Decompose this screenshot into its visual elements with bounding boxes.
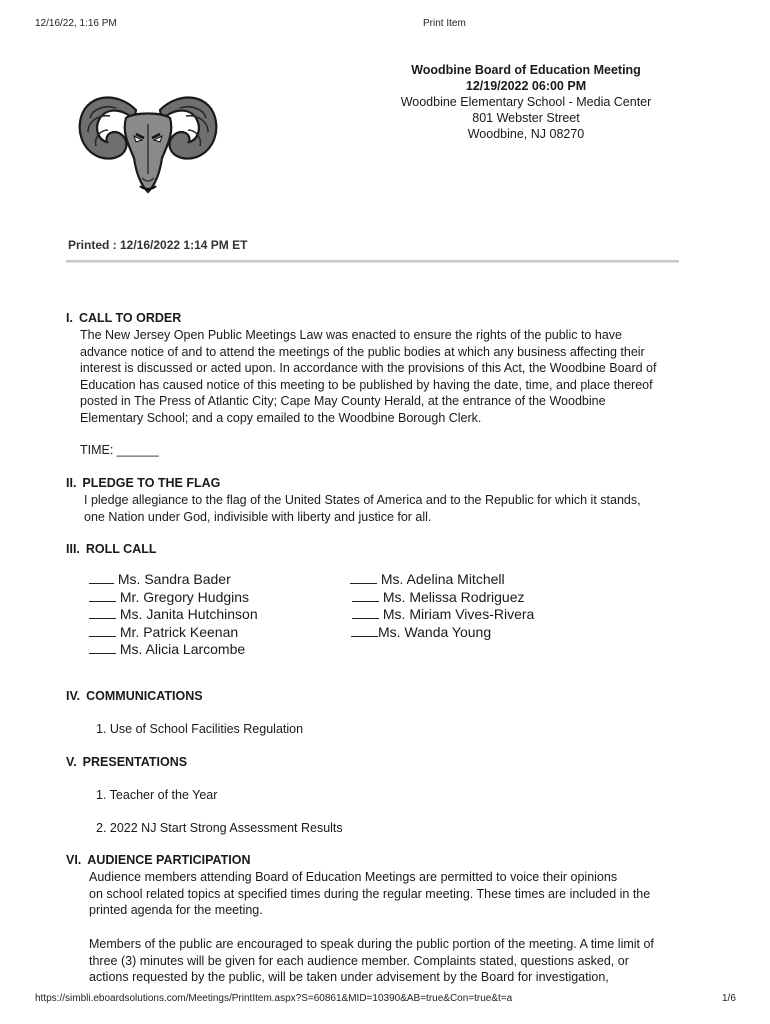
section-heading-pledge: II. PLEDGE TO THE FLAG (66, 476, 221, 490)
section-heading-communications: IV. COMMUNICATIONS (66, 689, 203, 703)
agenda-item: 2. 2022 NJ Start Strong Assessment Results (96, 821, 343, 835)
audience-paragraph-2: Members of the public are encouraged to speak during the public portion of the meeting. A time limit of three (3) minutes will be given for each audience member. Complaints stated, questions asked, or actions requested by the public, will be taken under advisement by the Board for investigation, (89, 937, 654, 984)
section-heading-audience-participation: VI. AUDIENCE PARTICIPATION (66, 853, 251, 867)
roll-call-member: Ms. Miriam Vives-Rivera (352, 606, 534, 622)
ram-head-icon (76, 88, 220, 196)
section-heading-presentations: V. PRESENTATIONS (66, 755, 188, 769)
roll-call-member: Ms. Sandra Bader (89, 571, 231, 587)
roll-call-blank (89, 642, 116, 654)
roll-call-blank (350, 572, 377, 584)
audience-paragraph-1: Audience members attending Board of Education Meetings are permitted to voice their opinions on school related topics at specified times during the regular meeting. These times are included in the printed agenda for the meeting. (89, 870, 651, 917)
printed-timestamp: Printed : 12/16/2022 1:14 PM ET (68, 238, 248, 252)
call-to-order-text: The New Jersey Open Public Meetings Law was enacted to ensure the rights of the public to have advance notice of and to attend the meetings of the public bodies at which any business affecting their interest is discussed or acted upon. In accordance with the provisions of this Act, the Woodbine Board of Education has caused notice of this meeting to be published by having the date, time, and place thereof posted in The Press of Atlantic City; Cape May County Herald, at the entrance of the Woodbine Elementary School; and a copy emailed to the Woodbine Borough Clerk. (80, 328, 657, 425)
meeting-street: 801 Webster Street (472, 111, 580, 125)
print-url: https://simbli.eboardsolutions.com/Meetings/PrintItem.aspx?S=60861&MID=10390&AB=true&Con=true&t=a (35, 993, 513, 1004)
meeting-header (376, 62, 676, 142)
roll-call-blank (352, 590, 379, 602)
roll-call-member: Mr. Gregory Hudgins (89, 589, 249, 605)
print-title: Print Item (423, 18, 466, 29)
roll-call-member: Ms. Janita Hutchinson (89, 606, 258, 622)
roll-call-blank (89, 572, 114, 584)
roll-call-blank (351, 625, 378, 637)
roll-call-member: Ms. Melissa Rodriguez (352, 589, 525, 605)
agenda-item: 1. Teacher of the Year (96, 788, 218, 802)
meeting-city: Woodbine, NJ 08270 (467, 127, 585, 141)
print-datetime: 12/16/22, 1:16 PM (35, 18, 117, 29)
section-heading-roll-call: III. ROLL CALL (66, 542, 157, 556)
roll-call-member: Mr. Patrick Keenan (89, 624, 238, 640)
time-field: TIME: ______ (80, 443, 159, 457)
roll-call-member: Ms. Wanda Young (351, 624, 491, 640)
roll-call-blank (89, 590, 116, 602)
header-divider (66, 260, 679, 263)
pledge-text: I pledge allegiance to the flag of the United States of America and to the Republic for which it stands, one Nation under God, indivisible with liberty and justice for all. (84, 493, 641, 524)
meeting-title: Woodbine Board of Education Meeting (411, 63, 641, 77)
roll-call-blank (352, 607, 379, 619)
section-heading-call-to-order: I. CALL TO ORDER (66, 311, 182, 325)
meeting-venue: Woodbine Elementary School - Media Center (400, 95, 652, 109)
agenda-item: 1. Use of School Facilities Regulation (96, 722, 304, 736)
page-number: 1/6 (722, 993, 736, 1004)
meeting-datetime: 12/19/2022 06:00 PM (465, 79, 587, 93)
roll-call-blank (89, 625, 116, 637)
roll-call-blank (89, 607, 116, 619)
roll-call-member: Ms. Alicia Larcombe (89, 641, 245, 657)
roll-call-member: Ms. Adelina Mitchell (350, 571, 505, 587)
